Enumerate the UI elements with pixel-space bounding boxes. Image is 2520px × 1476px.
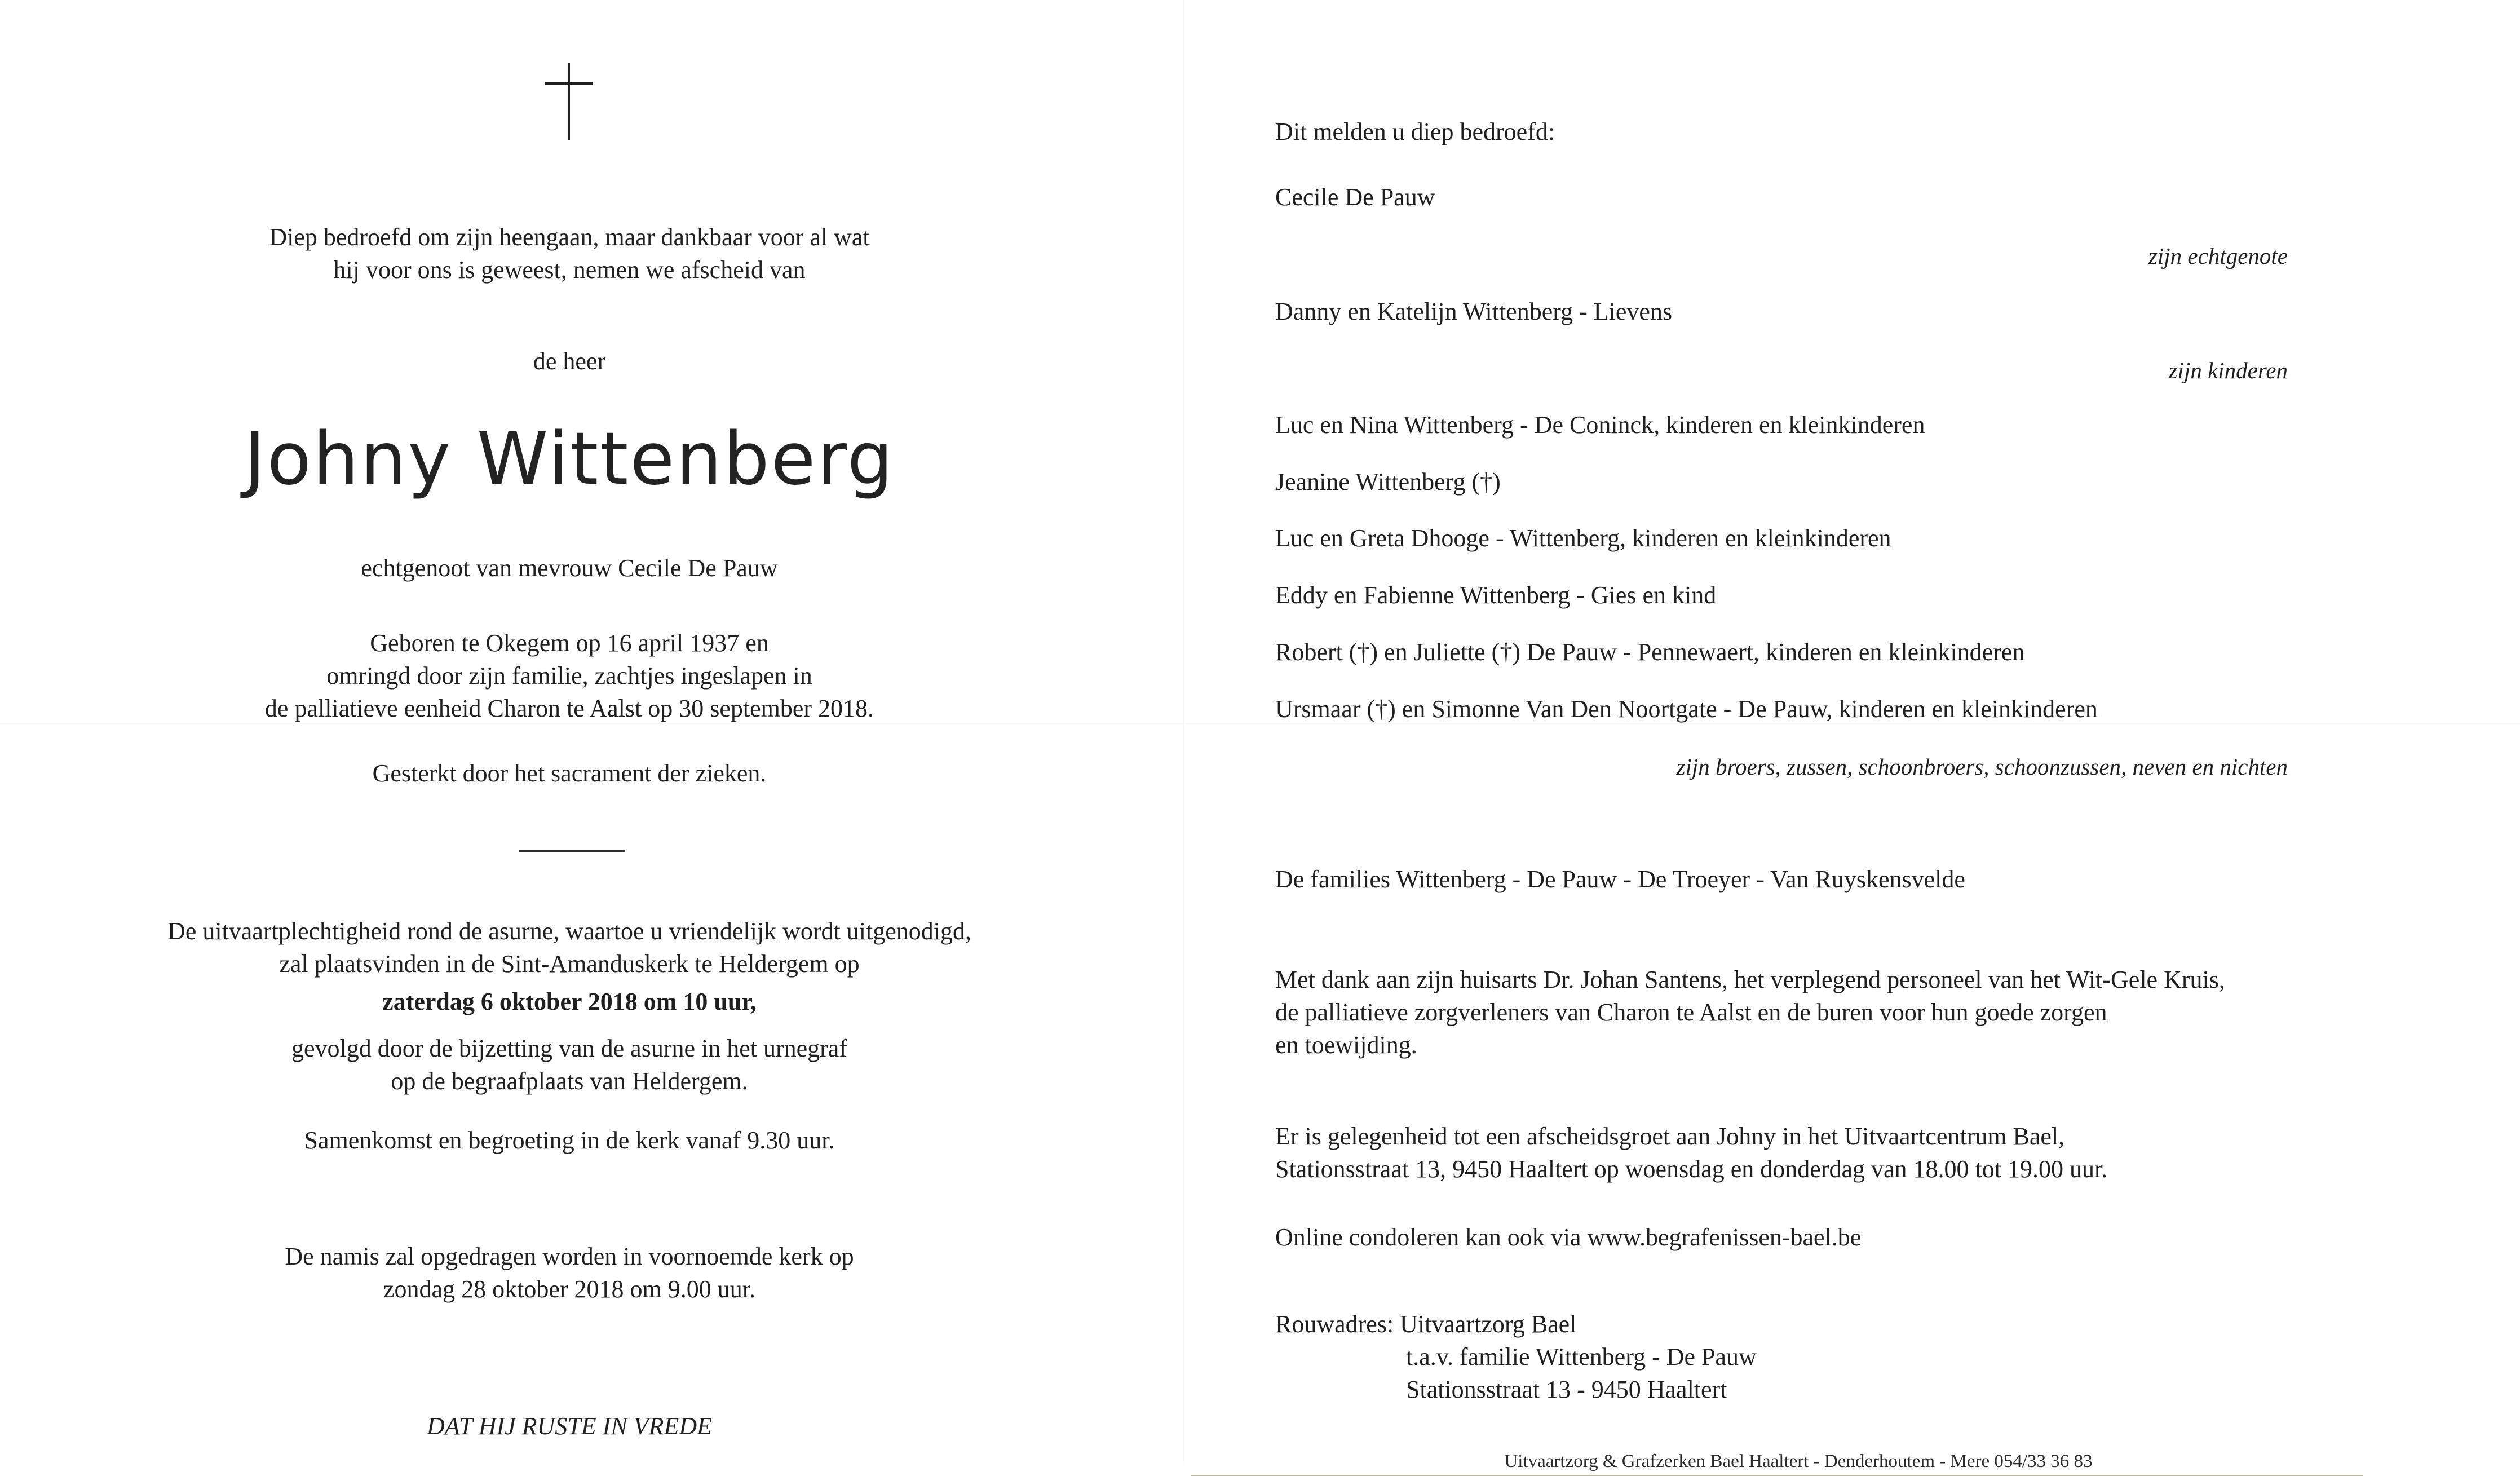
salutation: de heer	[533, 347, 606, 375]
thanks-line: de palliatieve zorgverleners van Charon te Aalst en de buren voor hun goede zorgen	[1275, 998, 2107, 1026]
mass-line: De namis zal opgedragen worden in voornoemde kerk op	[285, 1243, 854, 1270]
children-names: Danny en Katelijn Wittenberg - Lievens	[1275, 298, 1673, 325]
ceremony-line: De uitvaartplechtigheid rond de asurne, waartoe u vriendelijk wordt uitgenodigd,	[167, 917, 971, 945]
visitation-text	[1275, 1120, 2107, 1186]
interment-line: gevolgd door de bijzetting van de asurne in het urnegraf	[291, 1035, 847, 1062]
funeral-home-footer: Uitvaartzorg & Grafzerken Bael Haaltert - Denderhoutem - Mere 054/33 36 83	[1504, 1451, 2093, 1471]
divider	[519, 850, 625, 852]
children-role: zijn kinderen	[2168, 357, 2288, 383]
thanks-line: Met dank aan zijn huisarts Dr. Johan Santens, het verplegend personeel van het Wit-Gele Kruis,	[1275, 966, 2225, 993]
birth-death-line: omringd door zijn familie, zachtjes ingeslapen in	[326, 662, 812, 690]
families-line: De families Wittenberg - De Pauw - De Troeyer - Van Ruyskensvelde	[1275, 865, 1965, 893]
birth-death-line: Geboren te Okegem op 16 april 1937 en	[370, 629, 769, 657]
visitation-line: Stationsstraat 13, 9450 Haaltert op woensdag en donderdag van 18.00 tot 19.00 uur.	[1275, 1155, 2108, 1183]
spouse-name: Cecile De Pauw	[1275, 183, 1435, 211]
spouse-role: zijn echtgenote	[2148, 243, 2288, 269]
birth-death-text	[56, 627, 1082, 725]
sibling-line: Ursmaar (†) en Simonne Van Den Noortgate - De Pauw, kinderen en kleinkinderen	[1275, 695, 2098, 723]
gathering-line: Samenkomst en begroeting in de kerk vanaf 9.30 uur.	[304, 1126, 835, 1154]
birth-death-line: de palliatieve eenheid Charon te Aalst op 30 september 2018.	[264, 695, 874, 722]
visitation-line: Er is gelegenheid tot een afscheidsgroet aan Johny in het Uitvaartcentrum Bael,	[1275, 1123, 2065, 1150]
intro-text	[56, 221, 1082, 286]
siblings-role: zijn broers, zussen, schoonbroers, schoonzussen, neven en nichten	[1676, 754, 2288, 780]
interment-text	[56, 1032, 1082, 1098]
mourning-address	[1275, 1308, 1757, 1406]
spouse-line: echtgenoot van mevrouw Cecile De Pauw	[361, 554, 778, 582]
mourning-address-line: Stationsstraat 13 - 9450 Haaltert	[1406, 1376, 1727, 1403]
thanks-text	[1275, 964, 2225, 1062]
mourning-address-line: t.a.v. familie Wittenberg - De Pauw	[1406, 1343, 1757, 1371]
sibling-line: Luc en Greta Dhooge - Wittenberg, kinderen en kleinkinderen	[1275, 524, 1891, 552]
closing-line: DAT HIJ RUSTE IN VREDE	[427, 1412, 712, 1440]
announcement: Dit melden u diep bedroefd:	[1275, 118, 1555, 145]
cross-icon	[542, 62, 596, 141]
ceremony-line: zal plaatsvinden in de Sint-Amanduskerk te Heldergem op	[279, 950, 860, 978]
intro-line: Diep bedroefd om zijn heengaan, maar dankbaar voor al wat	[269, 223, 870, 251]
mass-text	[56, 1240, 1082, 1306]
sibling-line: Eddy en Fabienne Wittenberg - Gies en kind	[1275, 581, 1717, 609]
sibling-line: Luc en Nina Wittenberg - De Coninck, kinderen en kleinkinderen	[1275, 411, 1925, 439]
sacrament-line: Gesterkt door het sacrament der zieken.	[372, 759, 767, 787]
ceremony-text	[56, 915, 1082, 980]
deceased-name: Johny Wittenberg	[244, 417, 895, 501]
interment-line: op de begraafplaats van Heldergem.	[391, 1067, 748, 1095]
fold-line	[1183, 0, 1184, 1462]
sibling-line: Robert (†) en Juliette (†) De Pauw - Pennewaert, kinderen en kleinkinderen	[1275, 638, 2025, 666]
ceremony-date: zaterdag 6 oktober 2018 om 10 uur,	[382, 988, 757, 1015]
mass-line: zondag 28 oktober 2018 om 9.00 uur.	[383, 1275, 755, 1303]
thanks-line: en toewijding.	[1275, 1031, 1417, 1059]
online-condolence-line: Online condoleren kan ook via www.begrafenissen-bael.be	[1275, 1223, 1862, 1251]
sibling-line: Jeanine Wittenberg (†)	[1275, 468, 1501, 496]
mourning-address-label: Rouwadres: Uitvaartzorg Bael	[1275, 1310, 1577, 1338]
intro-line: hij voor ons is geweest, nemen we afscheid van	[333, 256, 806, 284]
